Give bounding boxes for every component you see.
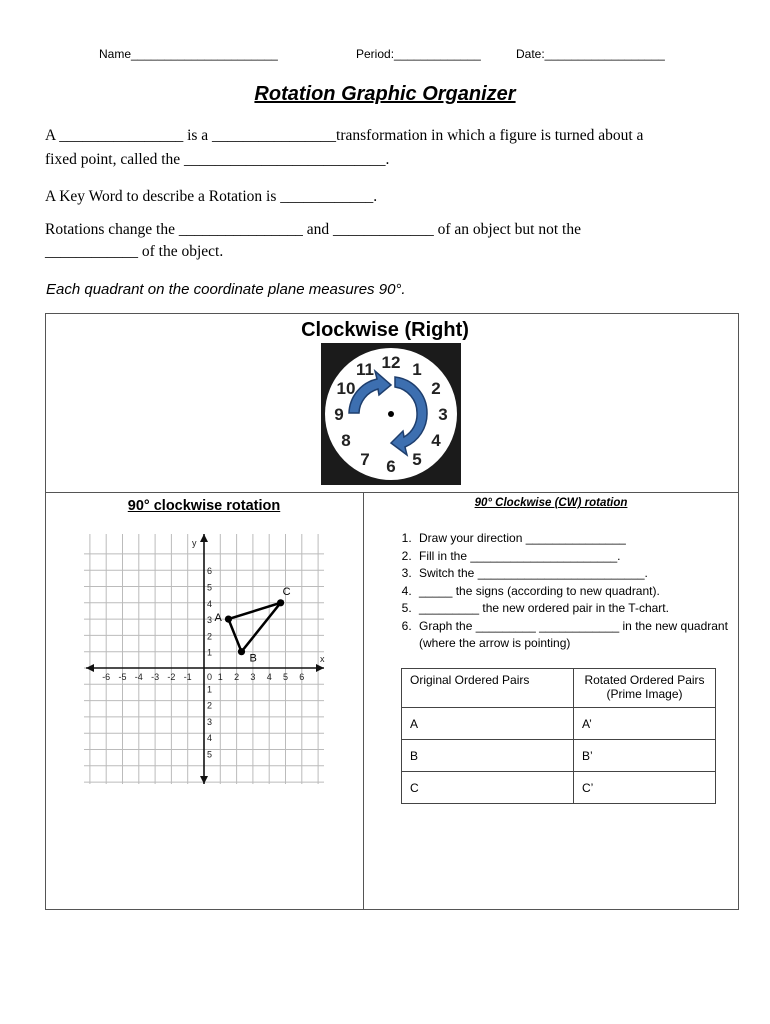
x-axis-arrow bbox=[316, 664, 324, 672]
clock-number: 5 bbox=[412, 450, 422, 470]
y-axis-label: y bbox=[192, 538, 197, 548]
x-tick-label: 6 bbox=[299, 672, 305, 682]
step-item: 6. Graph the _________ ____________ in the new quadrant (where the arrow is pointing) bbox=[415, 618, 729, 653]
t-chart-cell: C bbox=[402, 772, 574, 804]
clock-number: 12 bbox=[381, 353, 401, 372]
y-tick-label: 5 bbox=[207, 749, 213, 760]
t-chart-cell: A bbox=[402, 708, 574, 740]
coordinate-grid bbox=[80, 530, 330, 786]
y-tick-label: 1 bbox=[207, 647, 213, 658]
vertex-point bbox=[277, 599, 284, 606]
y-tick-label: 4 bbox=[207, 598, 213, 609]
y-tick-label: 4 bbox=[207, 733, 213, 744]
page-title: Rotation Graphic Organizer bbox=[254, 83, 516, 105]
clock-number: 1 bbox=[412, 359, 422, 379]
x-tick-label: -1 bbox=[183, 672, 192, 682]
clock-number: 3 bbox=[438, 405, 448, 424]
quadrant-note: Each quadrant on the coordinate plane measures 90°. bbox=[46, 281, 406, 298]
step-item: 5. _________ the new ordered pair in the T-chart. bbox=[415, 600, 729, 618]
y-tick-label: 6 bbox=[207, 566, 213, 577]
date-field: Date:__________________ bbox=[516, 47, 665, 61]
y-tick-label: 2 bbox=[207, 700, 213, 711]
x-tick-label: -2 bbox=[167, 672, 176, 682]
vertex-label: C bbox=[282, 585, 291, 598]
x-tick-label: -5 bbox=[118, 672, 127, 682]
step-item: 3. Switch the _________________________. bbox=[415, 565, 729, 583]
x-tick-label: -3 bbox=[151, 672, 160, 682]
y-tick-label: 3 bbox=[207, 716, 213, 727]
clockwise-title: Clockwise (Right) bbox=[301, 319, 469, 341]
step-item: 4. _____ the signs (according to new quadrant). bbox=[415, 583, 729, 601]
clock-number: 6 bbox=[386, 457, 396, 476]
vertex-point bbox=[225, 616, 232, 623]
y-axis-arrow bbox=[200, 534, 208, 542]
vertex-label: A bbox=[214, 612, 222, 625]
t-chart bbox=[401, 668, 716, 804]
clock-image bbox=[321, 343, 461, 485]
changes-line-1: Rotations change the ________________ and _____________ of an object but not the bbox=[45, 221, 581, 238]
definition-line-2: fixed point, called the __________________________. bbox=[45, 151, 390, 168]
clock-number: 8 bbox=[341, 431, 351, 450]
clock-icon bbox=[321, 343, 461, 485]
left-cell-title: 90° clockwise rotation bbox=[127, 498, 281, 514]
x-tick-label: 5 bbox=[282, 672, 289, 682]
t-chart-cell: B bbox=[402, 740, 574, 772]
t-chart-cell: C’ bbox=[574, 772, 716, 804]
x-tick-label: 1 bbox=[217, 672, 223, 682]
x-tick-label: 4 bbox=[266, 672, 272, 682]
y-tick-label: 5 bbox=[207, 582, 213, 593]
column-divider bbox=[363, 492, 364, 910]
x-tick-label: 2 bbox=[234, 672, 240, 682]
clock-number: 9 bbox=[334, 405, 344, 424]
origin-label: 0 bbox=[207, 672, 213, 682]
vertex-point bbox=[238, 648, 245, 655]
name-field: Name______________________ bbox=[99, 47, 278, 61]
y-tick-label: 3 bbox=[207, 615, 213, 626]
t-chart-cell: A’ bbox=[574, 708, 716, 740]
steps-list bbox=[389, 530, 729, 653]
y-axis-arrow bbox=[200, 776, 208, 784]
period-field: Period:_____________ bbox=[356, 47, 481, 61]
x-tick-label: -6 bbox=[102, 672, 111, 682]
clock-number: 4 bbox=[431, 431, 441, 450]
x-axis-label: x bbox=[320, 654, 325, 664]
y-tick-label: 1 bbox=[207, 684, 213, 695]
step-item: 2. Fill in the ______________________. bbox=[415, 548, 729, 566]
clock-number: 7 bbox=[360, 450, 370, 470]
clock-number: 11 bbox=[356, 359, 374, 379]
vertex-label: B bbox=[249, 652, 257, 665]
definition-line-1: A ________________ is a ________________transformation in which a figure is turned about a bbox=[45, 127, 644, 144]
row-divider bbox=[45, 492, 739, 493]
t-chart-header-rotated: Rotated Ordered Pairs (Prime Image) bbox=[574, 669, 716, 708]
right-cell-title: 90° Clockwise (CW) rotation bbox=[474, 497, 628, 509]
changes-line-2: ____________ of the object. bbox=[45, 243, 224, 260]
y-tick-label: 2 bbox=[207, 631, 213, 642]
x-tick-label: -4 bbox=[134, 672, 143, 682]
step-item: 1. Draw your direction _______________ bbox=[415, 530, 729, 548]
clock-number: 2 bbox=[431, 379, 441, 398]
clock-number: 10 bbox=[336, 379, 356, 398]
t-chart-header-original: Original Ordered Pairs bbox=[402, 669, 574, 708]
x-tick-label: 3 bbox=[250, 672, 256, 682]
t-chart-cell: B’ bbox=[574, 740, 716, 772]
keyword-line: A Key Word to describe a Rotation is ____________. bbox=[45, 188, 378, 205]
